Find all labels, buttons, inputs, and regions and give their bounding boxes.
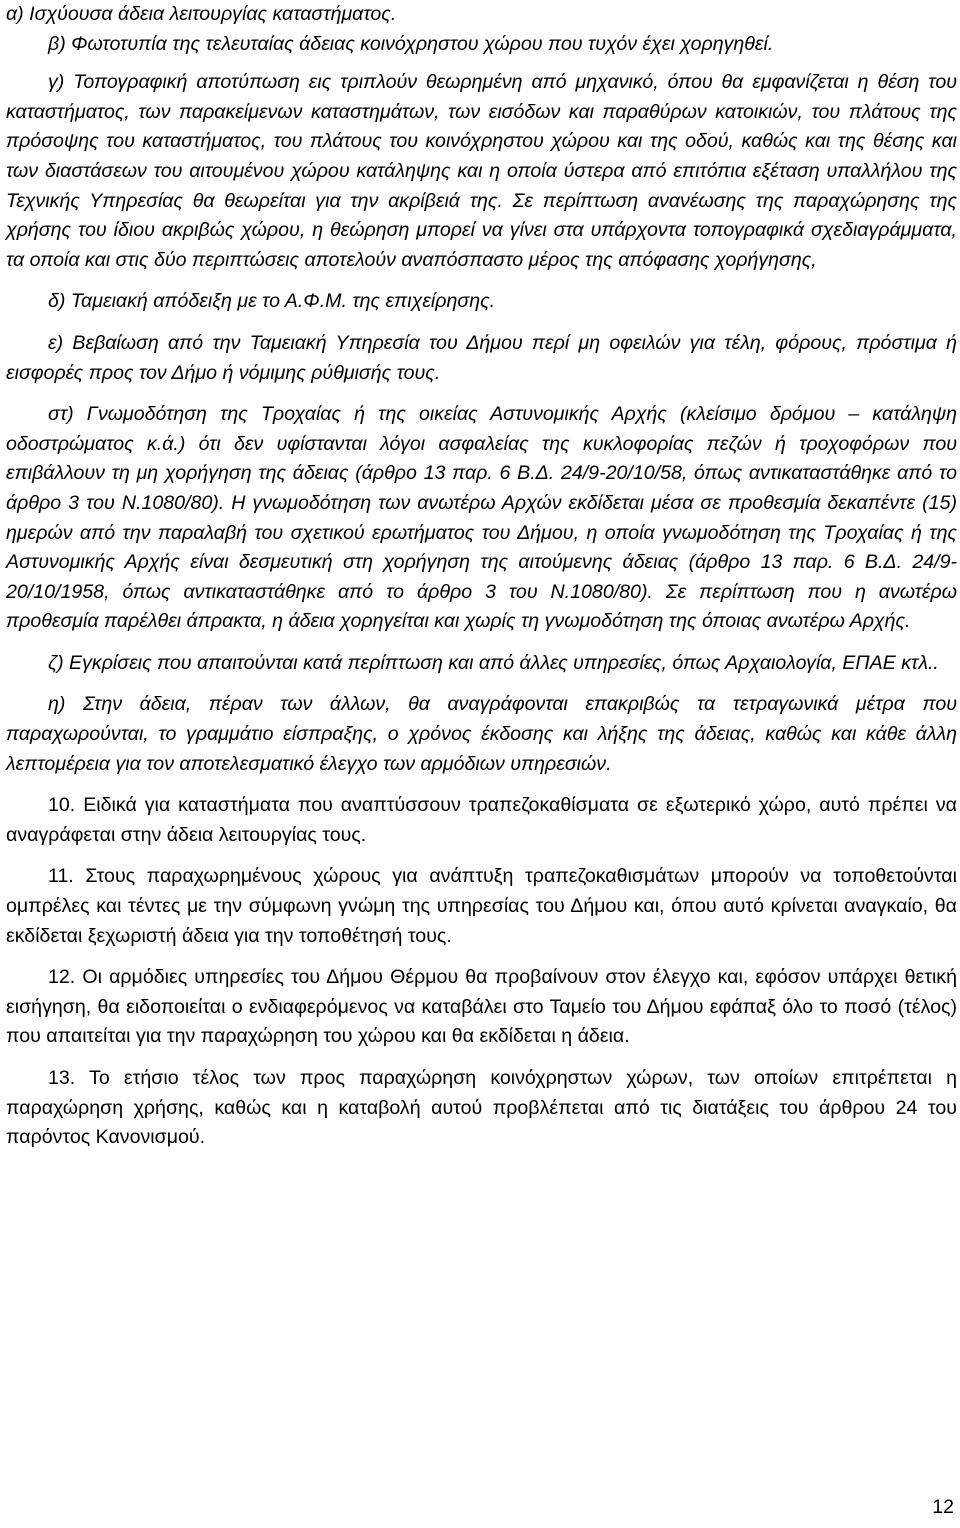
page-number: 12 <box>932 1496 954 1518</box>
numbered-paragraph-10 <box>6 791 957 850</box>
numbered-paragraph-11 <box>6 862 957 951</box>
item-a: α) Ισχύουσα άδεια λειτουργίας καταστήματος. <box>6 3 397 25</box>
paragraph-number: 12. <box>48 966 76 989</box>
numbered-paragraph-13 <box>6 1064 957 1153</box>
item-e: ε) Βεβαίωση από την Ταμειακή Υπηρεσία του Δήμου περί μη οφειλών για τέλη, φόρους, πρόστιμα ή εισφορές προς τον Δήμο ή νόμιμης ρύθμισής τους. <box>6 331 957 384</box>
paragraph-number: 13. <box>48 1067 76 1089</box>
document-page <box>6 0 957 1153</box>
paragraph-text: Το ετήσιο τέλος των προς παραχώρηση κοινόχρηστων χώρων, των οποίων επιτρέπεται η παραχώρηση χρήσης, καθώς και η καταβολή αυτού προβλέπεται από τις διατάξεις του άρθρου 24 του παρόντος Κανονισμού. <box>6 1067 958 1149</box>
item-st: στ) Γνωμοδότηση της Τροχαίας ή της οικείας Αστυνομικής Αρχής (κλείσιμο δρόμου – κατάληψη οδοστρώματος κ.ά.) ότι δεν υφίστανται λόγοι ασφαλείας της κυκλοφορίας πεζών ή τροχοφόρων που επιβάλλουν τη μη χορήγηση της άδειας (άρθρο 13 παρ. 6 Β.Δ. 24/9-20/10/58, όπως αντικαταστάθηκε από το άρθρο 3 του Ν.1080/80). Η γνωμοδότηση των ανωτέρω Αρχών εκδίδεται μέσα σε προθεσμία δεκαπέντε (15) ημερών από την παραλαβή του σχετικού ερωτήματος του Δήμου, η οποία γνωμοδότηση της Τροχαίας ή της Αστυνομικής Αρχής είναι δεσμευτική στη χορήγηση της αιτούμενης άδειας (άρθρο 13 παρ. 6 Β.Δ. 24/9-20/10/1958, όπως αντικαταστάθηκε από το άρθρο 3 του Ν.1080/80). Σε περίπτωση που η ανωτέρω προθεσμία παρέλθει άπρακτα, η άδεια χορηγείται και χωρίς τη γνωμοδότηση της όποιας ανωτέρω Αρχής. <box>6 403 957 633</box>
numbered-paragraph-12 <box>6 963 957 1052</box>
item-z: ζ) Εγκρίσεις που απαιτούνται κατά περίπτωση και από άλλες υπηρεσίες, όπως Αρχαιολογία, ΕΠΑΕ κτλ.. <box>48 651 939 674</box>
paragraph-number: 11. <box>48 865 74 888</box>
paragraph-text: Οι αρμόδιες υπηρεσίες του Δήμου Θέρμου θα προβαίνουν στον έλεγχο και, εφόσον υπάρχει θετική εισήγηση, θα ειδοποιείται ο ενδιαφερόμενος να καταβάλει στο Ταμείο του Δήμου εφάπαξ όλο το ποσό (τέλος) που απαιτείται για την παραχώρηση του χώρου και θα εκδίδεται η άδεια. <box>6 966 957 1048</box>
paragraph-text: Ειδικά για καταστήματα που αναπτύσσουν τραπεζοκαθίσματα σε εξωτερικό χώρο, αυτό πρέπει να αναγράφεται στην άδεια λειτουργίας τους. <box>6 794 957 846</box>
paragraph-number: 10. <box>48 794 76 817</box>
item-d: δ) Ταμειακή απόδειξη με το Α.Φ.Μ. της επιχείρησης. <box>48 290 496 313</box>
item-b: β) Φωτοτυπία της τελευταίας άδειας κοινόχρηστου χώρου που τυχόν έχει χορηγηθεί. <box>48 32 774 55</box>
item-h: η) Στην άδεια, πέραν των άλλων, θα αναγράφονται επακριβώς τα τετραγωνικά μέτρα που παραχωρούνται, το γραμμάτιο είσπραξης, ο χρόνος έκδοσης και λήξης της άδειας, καθώς και κάθε άλλη λεπτομέρεια για τον αποτελεσματικό έλεγχο των αρμόδιων υπηρεσιών. <box>6 693 957 775</box>
item-c: γ) Τοπογραφική αποτύπωση εις τριπλούν θεωρημένη από μηχανικό, όπου θα εμφανίζεται η θέση του καταστήματος, των παρακείμενων καταστημάτων, των εισόδων και παραθύρων κατοικιών, του πλάτους της πρόσοψης του καταστήματος, του πλάτους του κοινόχρηστου χώρου και της οδού, καθώς και της θέσης και των διαστάσεων του αιτουμένου χώρου κατάληψης και η οποία ύστερα από επιτόπια εξέταση υπαλλήλου της Τεχνικής Υπηρεσίας θα θεωρείται για την ακρίβειά της. Σε περίπτωση ανανέωσης της παραχώρησης της χρήσης του ίδιου ακριβώς χώρου, η θεώρηση μπορεί να γίνει στα υπάρχοντα τοπογραφικά σχεδιαγράμματα, τα οποία και στις δύο περιπτώσεις αποτελούν αναπόσπαστο μέρος της απόφασης χορήγησης, <box>6 71 957 271</box>
paragraph-text: Στους παραχωρημένους χώρους για ανάπτυξη τραπεζοκαθισμάτων μπορούν να τοποθετούνται ομπρέλες και τέντες με την σύμφωνη γνώμη της υπηρεσίας του Δήμου και, όπου αυτό κρίνεται αναγκαίο, θα εκδίδεται ξεχωριστή άδεια για την τοποθέτησή τους. <box>6 865 957 947</box>
